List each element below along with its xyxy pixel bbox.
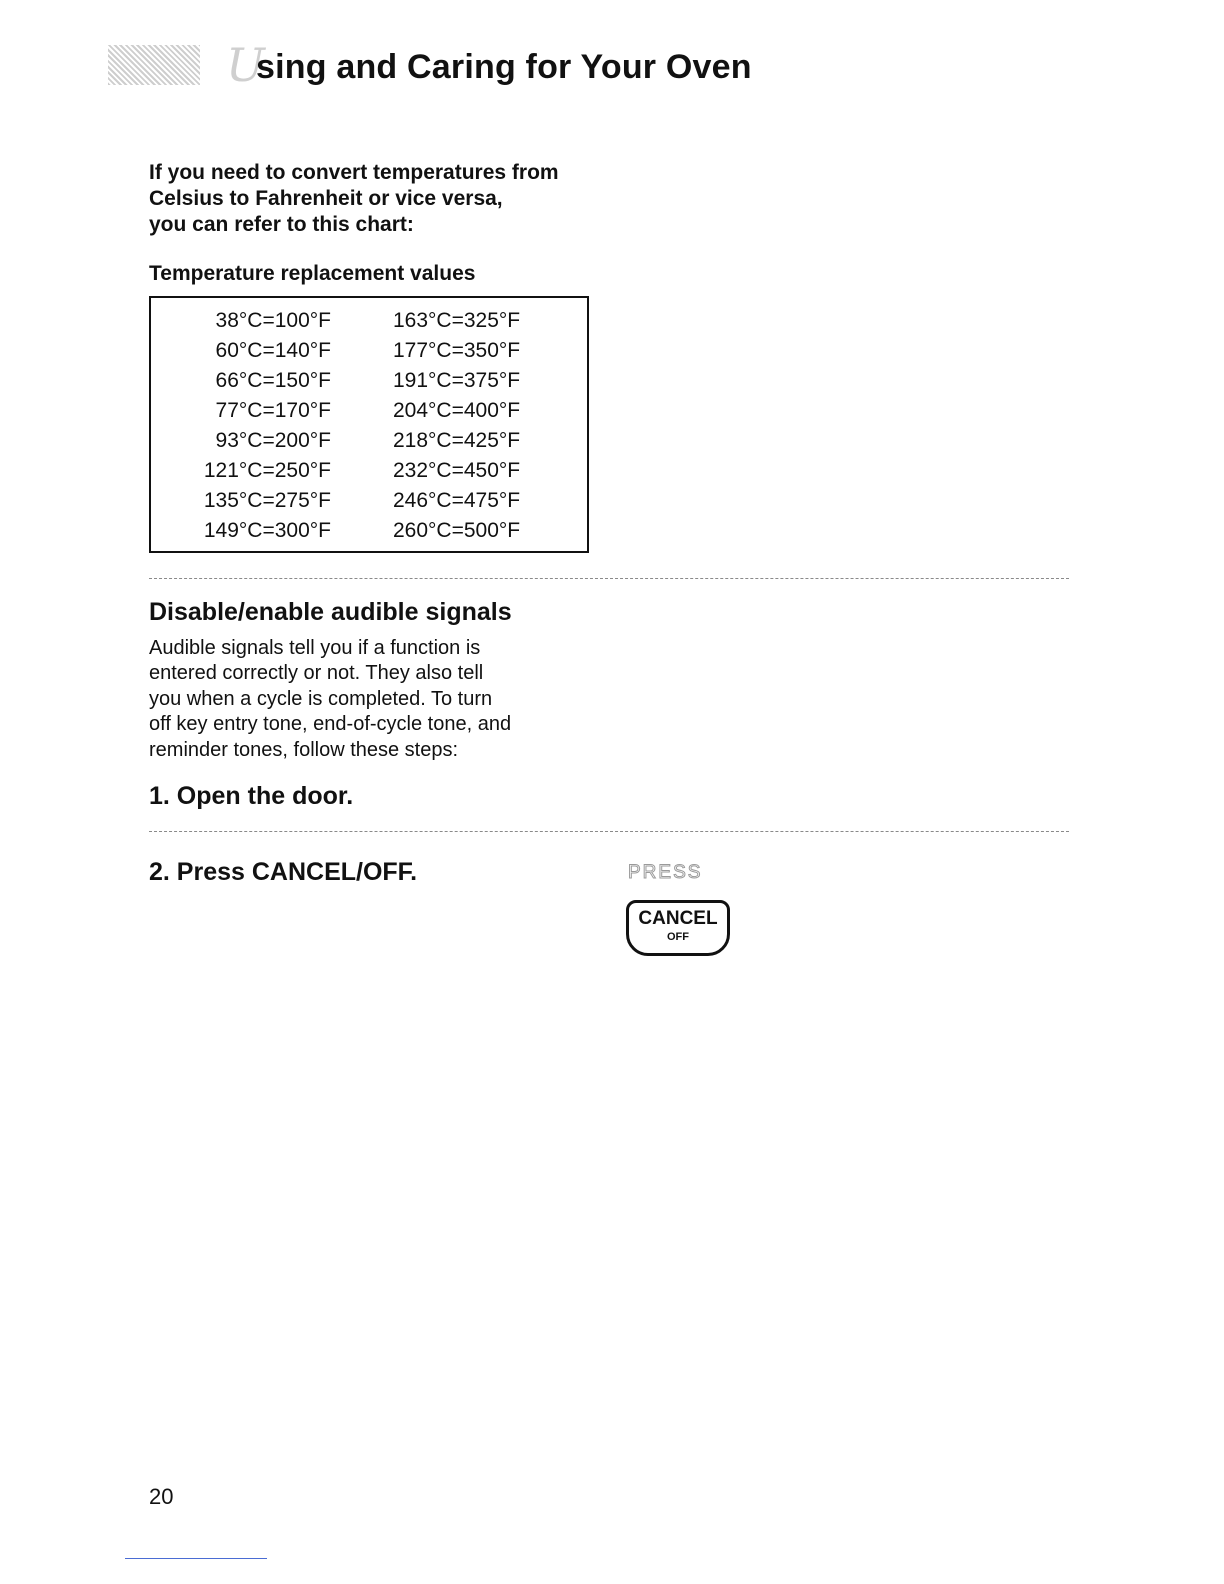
off-button-label: OFF [667,931,689,943]
temperature-value: 163°C=325°F [393,309,521,332]
intro-line: Celsius to Fahrenheit or vice versa, [149,187,503,210]
intro-paragraph [149,160,629,238]
temperature-value: 246°C=475°F [393,489,521,512]
intro-line: If you need to convert temperatures from [149,161,559,184]
temperature-value: 66°C=150°F [215,369,331,392]
press-label: PRESS [628,862,703,883]
bottom-rule [125,1558,267,1559]
body-line: off key entry tone, end-of-cycle tone, and [149,713,512,736]
temperature-value: 191°C=375°F [393,369,521,392]
header-pattern-graphic [108,45,200,85]
temperature-value: 121°C=250°F [203,459,331,482]
temperature-value: 260°C=500°F [393,519,521,542]
temperature-value: 177°C=350°F [393,339,521,362]
body-line: you when a cycle is completed. To turn [149,687,493,710]
temperature-value: 204°C=400°F [393,399,521,422]
body-line: entered correctly or not. They also tell [149,662,484,685]
page-header [108,40,808,96]
header-decorative-initial: U [226,38,265,92]
temperature-value: 77°C=170°F [215,399,331,422]
temperature-value: 135°C=275°F [203,489,331,512]
cancel-off-button[interactable] [626,900,730,956]
temperature-value: 93°C=200°F [215,429,331,452]
step-divider [149,831,1069,832]
temperature-column-right [393,306,520,546]
body-line: reminder tones, follow these steps: [149,738,459,761]
temperature-column-left [204,306,331,546]
table-caption: Temperature replacement values [149,262,476,285]
temperature-value: 60°C=140°F [215,339,331,362]
step-press-cancel: 2. Press CANCEL/OFF. [149,858,418,886]
temperature-value: 38°C=100°F [215,309,331,332]
section-title: Disable/enable audible signals [149,598,512,626]
intro-line: you can refer to this chart: [149,213,414,236]
temperature-value: 149°C=300°F [203,519,331,542]
body-line: Audible signals tell you if a function is [149,637,481,659]
temperature-table [149,296,589,553]
section-body [149,636,569,763]
step-open-door: 1. Open the door. [149,782,354,810]
header-title: sing and Caring for Your Oven [256,48,752,86]
temperature-value: 232°C=450°F [393,459,521,482]
page-number: 20 [149,1484,174,1509]
cancel-button-label: CANCEL [638,908,718,929]
section-divider [149,578,1069,579]
temperature-value: 218°C=425°F [393,429,521,452]
